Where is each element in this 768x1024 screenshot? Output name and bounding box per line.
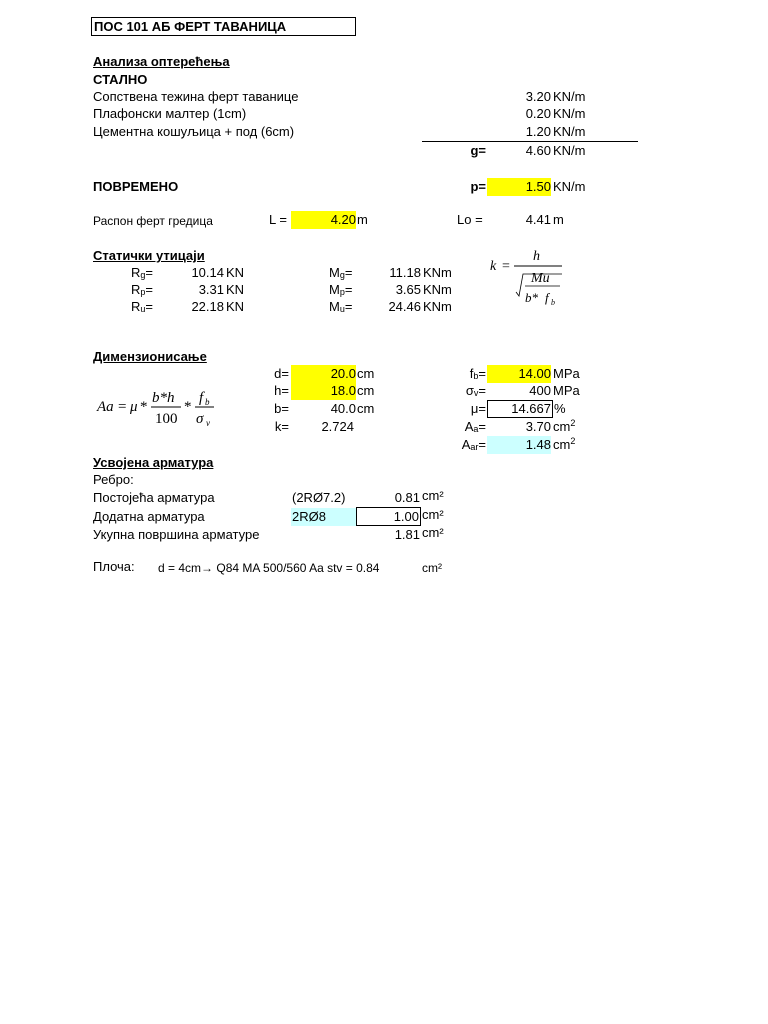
rebar-label: Укупна површина арматуре: [93, 527, 260, 542]
M-value: 3.65: [395, 282, 421, 297]
M-unit: KNm: [423, 282, 452, 297]
formula-aa-lhs: Aa: [97, 399, 114, 415]
M-unit: KNm: [423, 265, 452, 280]
variable-heading: ПОВРЕМЕНО: [93, 179, 179, 194]
p-value[interactable]: 1.50: [487, 178, 551, 196]
g-value: 4.60: [525, 143, 551, 158]
formula-aa-frac2-den-sub: v: [206, 418, 210, 428]
mu-label: μ=: [470, 401, 486, 416]
fb-label: $f_b=$: [469, 366, 486, 381]
formula-aa-frac1-num: b*h: [152, 390, 175, 406]
permanent-heading: СТАЛНО: [93, 72, 148, 87]
load-unit: KN/m: [553, 124, 586, 139]
span-label: Распон ферт гредица: [93, 214, 213, 228]
rebar-unit: cm²: [422, 488, 444, 503]
formula-k-eq: =: [502, 259, 510, 274]
R-value: 10.14: [191, 265, 224, 280]
sigma-value: 400: [529, 383, 551, 398]
static-heading: Статички утицаји: [93, 248, 205, 263]
sum-divider: [422, 141, 638, 142]
load-label: Цементна кошуљица + под (6cm): [93, 124, 295, 139]
formula-k-fb-sub: b: [551, 298, 555, 307]
R-row: $R_g=$: [131, 265, 153, 280]
M-row: $M_g=$: [329, 265, 353, 280]
b-value: 40.0: [330, 401, 356, 416]
rebar-label: Постојећа арматура: [93, 490, 215, 505]
p-label: p=: [470, 179, 486, 194]
rebar-value: 1.00: [356, 507, 421, 526]
formula-k-b: b*: [525, 290, 538, 305]
Lo-value: 4.41: [525, 212, 551, 227]
rebar-value: 1.81: [394, 527, 420, 542]
k-value: 2.724: [321, 419, 354, 434]
formula-k-symbol: k: [490, 259, 497, 274]
adopted-heading: Усвојена арматура: [93, 455, 214, 470]
R-value: 3.31: [198, 282, 224, 297]
aar-unit: $cm^2$: [553, 436, 576, 452]
dim-label: k=: [274, 419, 289, 434]
g-label: g=: [470, 143, 486, 158]
rebar-label: Додатна арматура: [93, 509, 205, 524]
Lo-unit: m: [553, 212, 564, 227]
M-value: 11.18: [389, 265, 421, 280]
R-unit: KN: [226, 282, 245, 297]
L-unit: m: [357, 212, 368, 227]
analysis-heading: Анализа оптерећења: [93, 54, 230, 69]
R-row: $R_p=$: [131, 282, 153, 297]
rib-label: Ребро:: [93, 472, 134, 487]
mu-unit: %: [554, 401, 566, 416]
load-unit: KN/m: [553, 89, 586, 104]
load-value: 1.20: [525, 124, 551, 139]
L-label: L =: [269, 212, 287, 227]
aa-unit: $cm^2$: [553, 418, 576, 434]
aar-label: $A_{ar}=$: [461, 437, 486, 452]
sigma-label: $\sigma_v=$: [465, 383, 486, 398]
rebar-bars: (2RØ7.2): [292, 490, 346, 505]
dim-label: h=: [274, 383, 289, 398]
R-row: $R_u=$: [131, 299, 153, 314]
aa-label: $A_a=$: [464, 419, 486, 434]
p-unit: KN/m: [553, 179, 586, 194]
fb-unit: MPa: [553, 366, 580, 381]
M-unit: KNm: [423, 299, 452, 314]
dimensioning-heading: Димензионисање: [93, 349, 207, 364]
load-value: 0.20: [525, 106, 551, 121]
slab-unit: cm²: [422, 561, 442, 575]
M-row: $M_u=$: [329, 299, 353, 314]
rebar-unit: cm²: [422, 525, 444, 540]
formula-aa-frac1-den: 100: [155, 411, 178, 427]
R-unit: KN: [226, 265, 245, 280]
formula-aa-frac2-den: σ: [196, 411, 204, 427]
formula-k-fb: f: [545, 290, 549, 305]
formula-aa-star2: *: [184, 399, 192, 415]
dim-unit: cm: [357, 401, 375, 416]
mu-value: 14.667: [487, 400, 553, 418]
formula-aa-frac2-num-sub: b: [205, 397, 210, 407]
dim-label: d=: [274, 366, 289, 381]
load-value: 3.20: [525, 89, 551, 104]
formula-aa-mu: μ: [130, 399, 138, 415]
rebar-unit: cm²: [422, 507, 444, 522]
dim-unit: cm: [357, 383, 375, 398]
sigma-unit: MPa: [553, 383, 580, 398]
formula-aa-frac2-num: f: [199, 390, 204, 406]
h-value[interactable]: 18.0: [291, 382, 356, 400]
rebar-bars[interactable]: 2RØ8: [291, 508, 356, 526]
R-unit: KN: [226, 299, 245, 314]
page-title: ПОС 101 АБ ФЕРТ ТАВАНИЦА: [91, 17, 356, 36]
dim-label: b=: [274, 401, 289, 416]
k-formula: [486, 246, 566, 310]
fb-value[interactable]: 14.00: [487, 365, 551, 383]
formula-k-numerator: h: [533, 249, 540, 264]
formula-aa-eq: =: [118, 399, 127, 415]
M-value: 24.46: [388, 299, 421, 314]
load-unit: KN/m: [553, 106, 586, 121]
formula-k-mu: Mu: [531, 271, 550, 286]
load-label: Сопствена тежина ферт таванице: [93, 89, 299, 104]
dim-unit: cm: [357, 366, 375, 381]
d-value[interactable]: 20.0: [291, 365, 356, 383]
formula-aa-star: *: [140, 399, 148, 415]
M-row: $M_p=$: [329, 282, 353, 297]
aar-value: 1.48: [487, 436, 551, 454]
R-value: 22.18: [191, 299, 224, 314]
aa-formula: [96, 384, 220, 432]
Lo-label: Lo =: [457, 212, 483, 227]
g-unit: KN/m: [553, 143, 586, 158]
L-value[interactable]: 4.20: [291, 211, 356, 229]
load-label: Плафонски малтер (1cm): [93, 106, 247, 121]
slab-label: Плоча:: [93, 559, 135, 574]
slab-text: d = 4cm→ Q84 MA 500/560 Aa stv = 0.84: [158, 561, 380, 575]
rebar-value: 0.81: [394, 490, 420, 505]
aa-value: 3.70: [525, 419, 551, 434]
